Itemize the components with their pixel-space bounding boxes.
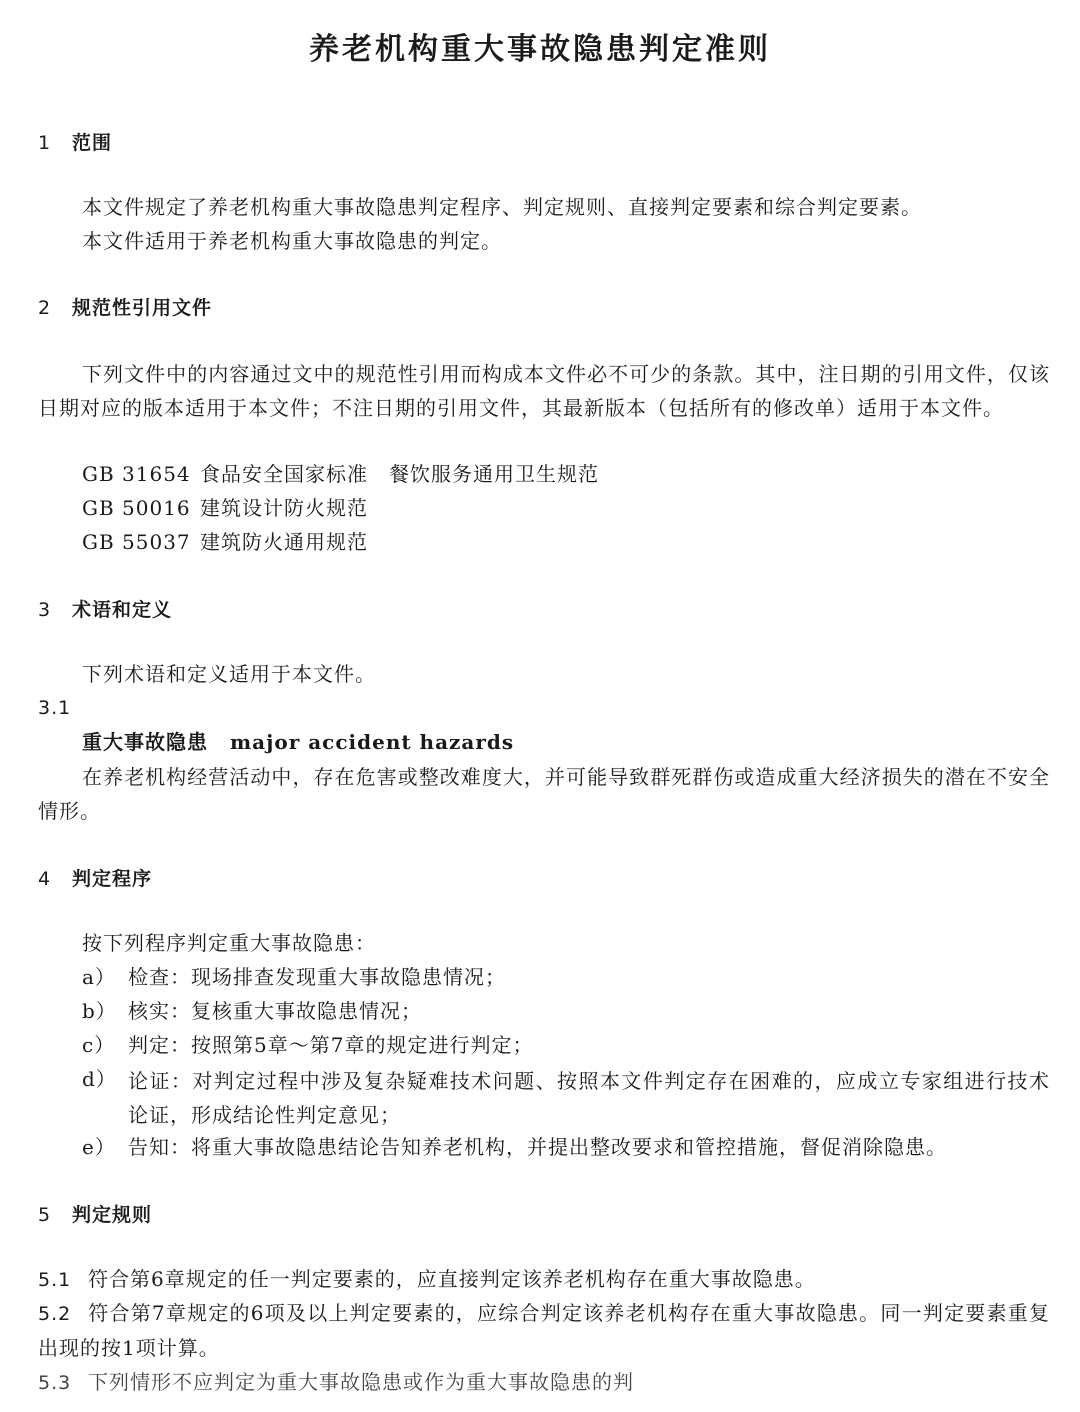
- reference-code: GB 55037: [82, 530, 191, 554]
- list-text: 论证：对判定过程中涉及复杂疑难技术问题、按照本文件判定存在困难的，应成立专家组进行技术论证，形成结论性判定意见；: [128, 1069, 1050, 1127]
- list-item: [82, 962, 506, 992]
- list-text: 告知：将重大事故隐患结论告知养老机构，并提出整改要求和管控措施，督促消除隐患。: [128, 1135, 947, 1159]
- list-item: [82, 996, 422, 1026]
- document-title: 养老机构重大事故隐患判定准则: [309, 32, 771, 67]
- list-label: a）: [82, 965, 116, 989]
- section-number: 1: [38, 132, 52, 154]
- paragraph: 下列术语和定义适用于本文件。: [82, 662, 376, 686]
- reference-name: 建筑防火通用规范: [200, 530, 368, 554]
- section-5-heading: [38, 1200, 152, 1230]
- list-item: [82, 1030, 533, 1060]
- reference-item: [82, 527, 368, 557]
- section-4-heading: [38, 864, 152, 894]
- reference-code: GB 50016: [82, 496, 191, 520]
- rule-number: 5.1: [38, 1269, 72, 1291]
- reference-code: GB 31654: [82, 462, 191, 486]
- paragraph: 下列文件中的内容通过文中的规范性引用而构成本文件必不可少的条款。其中，注日期的引用文件，仅该日期对应的版本适用于本文件；不注日期的引用文件，其最新版本（包括所有的修改单）适用于本文件。: [38, 362, 1050, 420]
- paragraph: 按下列程序判定重大事故隐患：: [82, 931, 376, 955]
- section-1-heading: [38, 128, 112, 158]
- list-item: [82, 1132, 947, 1162]
- rule-number: 5.3: [38, 1372, 72, 1394]
- term-entry: [82, 727, 514, 757]
- list-label: c）: [82, 1033, 116, 1057]
- list-text: 核实：复核重大事故隐患情况；: [128, 999, 422, 1023]
- paragraph: 本文件适用于养老机构重大事故隐患的判定。: [82, 229, 502, 253]
- section-number: 3: [38, 599, 52, 621]
- section-title: 范围: [72, 132, 113, 154]
- section-number: 4: [38, 868, 52, 890]
- rule-text: 符合第6章规定的任一判定要素的，应直接判定该养老机构存在重大事故隐患。: [88, 1267, 816, 1291]
- rule-text: 符合第7章规定的6项及以上判定要素的，应综合判定该养老机构存在重大事故隐患。同一判定要素重复出现的按1项计算。: [38, 1301, 1050, 1360]
- list-item: [82, 1064, 128, 1094]
- rule-item: [38, 1367, 634, 1398]
- term-english: major accident hazards: [230, 730, 515, 754]
- term-chinese: 重大事故隐患: [82, 730, 208, 754]
- rule-text: 下列情形不应判定为重大事故隐患或作为重大事故隐患的判: [88, 1370, 634, 1394]
- reference-name: 建筑设计防火规范: [200, 496, 368, 520]
- section-title: 判定程序: [72, 868, 153, 890]
- list-text: 判定：按照第5章～第7章的规定进行判定；: [128, 1033, 534, 1057]
- section-title: 判定规则: [72, 1204, 153, 1226]
- section-title: 术语和定义: [72, 599, 173, 621]
- reference-name: 食品安全国家标准 餐饮服务通用卫生规范: [200, 462, 599, 486]
- rule-item: [38, 1264, 816, 1295]
- term-definition: 在养老机构经营活动中，存在危害或整改难度大，并可能导致群死群伤或造成重大经济损失的潜在不安全情形。: [38, 765, 1050, 823]
- section-title: 规范性引用文件: [72, 297, 213, 319]
- reference-item: [82, 459, 599, 489]
- rule-number: 5.2: [38, 1303, 72, 1325]
- section-number: 5: [38, 1204, 52, 1226]
- list-label: b）: [82, 999, 117, 1023]
- rule-item: [38, 1296, 1050, 1365]
- list-text: 检查：现场排查发现重大事故隐患情况；: [128, 965, 506, 989]
- paragraph: 本文件规定了养老机构重大事故隐患判定程序、判定规则、直接判定要素和综合判定要素。: [82, 195, 922, 219]
- subsection-number: 3.1: [38, 697, 72, 719]
- section-2-heading: [38, 293, 212, 323]
- list-label: d）: [82, 1067, 117, 1091]
- reference-item: [82, 493, 368, 523]
- section-number: 2: [38, 297, 52, 319]
- section-3-heading: [38, 595, 172, 625]
- list-label: e）: [82, 1135, 116, 1159]
